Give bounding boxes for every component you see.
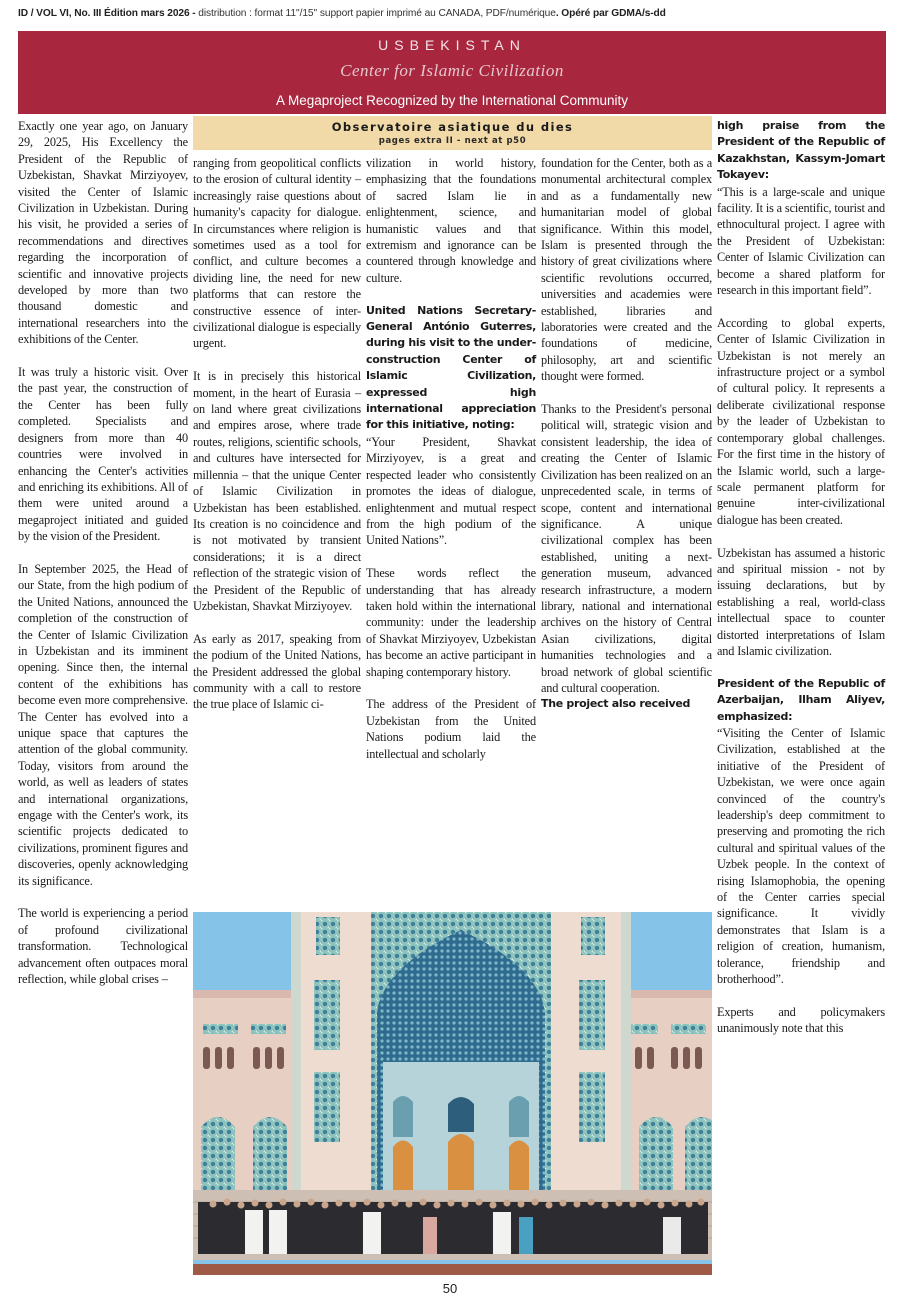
observatoire-title: Observatoire asiatique du dies [331,120,574,134]
issue-meta-line [18,8,888,19]
aliyev-lead-in: President of the Republic of Azerbaijan, Ilham Aliyev, emphasized: [717,676,885,723]
section-banner [18,31,886,114]
building-illustration [193,912,712,1275]
article-column-2 [193,155,361,713]
tokayev-lead-in-start: The project also received [541,697,691,711]
paragraph: vilization in world history, emphasizing that the foundations of sacred Islam lie in enlightenment, science, and humanistic values and that extremism and ignorance can be countered through knowledge and culture. [366,156,536,285]
paragraph: According to global experts, Center of Islamic Civilization in Uzbekistan is not merely an infrastructure project or a symbol of cultural policy. It represents a deliberate civilizational response by the leader of Uzbekistan to contemporary global challenges. For the first time in the history of the Islamic world, such a large-scale permanent platform for genuine inter-civilizational dialogue has been created. [717,315,885,527]
observatoire-box [193,116,712,150]
paragraph: Exactly one year ago, on January 29, 2025, His Excellency the President of the Republic of Uzbekistan, Shavkat Mirziyoyev, visited the Center of Islamic Civilization in Uzbekistan. During his visit, he provided a series of recommendations and directives regarding the incorporation of scientific and innovative projects developed by more than two thousand domestic and international researchers into the exhibitions of the Center. [18,119,188,347]
paragraph: It was truly a historic visit. Over the past year, the construction of the Center has been fully completed. Specialists and designers from more than 40 countries were involved in enhancing the Center's activities and enriching its exhibitions. All of them were united around a megaproject initiated and guided by the vision of the President. [18,365,188,544]
guterres-lead-in: United Nations Secretary-General António Guterres, during his visit to the under-construction Center of Islamic Civilization, expressed high international appreciation for this initiative, noting: [366,303,536,432]
article-column-1 [18,118,188,987]
paragraph: Thanks to the President's personal political will, strategic vision and consistent leadership, the idea of creating the Center of Islamic Civilization has been realized on an unprecedented scale, in terms of scope, content and international significance. A unique civilizational complex has been established, uniting a next-generation museum, advanced research infrastructure, a modern library, national and international archives on the history of Central Asian civilizations, digital humanities technologies and a broad network of global scientific and cultural cooperation. [541,402,712,695]
article-column-3 [366,155,536,762]
paragraph: Uzbekistan has assumed a historic and spiritual mission - not by issuing declarations, but by establishing a real, world-class intellectual space to counter distorted interpretations of Islam and Islamic civilization. [717,545,885,658]
paragraph: In September 2025, the Head of our State, from the high podium of the United Nations, announced the completion of the construction of the Center of Islamic Civilization in Uzbekistan and its imminent opening. Since then, the internal content of the exhibitions has become even more comprehensive. The Center has evolved into a unique space that captures the attention of the global community. Today, visitors from around the world, as well as leaders of states and international organizations, engage with the Center's work, its scientific projects dedicated to civilizations, prominent figures and discoveries, openly acknowledging its significance. [18,561,188,888]
tokayev-lead-in-end: high praise from the President of the Republic of Kazakhstan, Kassym-Jomart Tokayev: [717,119,885,182]
distribution-info: distribution : format 11''/15'' support papier imprimé au CANADA, PDF/numérique [195,8,556,19]
paragraph: As early as 2017, speaking from the podium of the United Nations, the President addressed the global community with a call to restore the true place of Islamic ci- [193,631,361,712]
paragraph: The address of the President of Uzbekistan from the United Nations podium laid the intellectual and scholarly [366,697,536,761]
group-photo [193,912,712,1275]
paragraph: ranging from geopolitical conflicts to the erosion of cultural identity – increasingly raise questions about humanity's capacity for dialogue. In circumstances where religion is sometimes used as a tool for conflict, and culture becomes a dividing line, the need for new platforms that can restore the constructive essence of inter-civilizational dialogue is especially urgent. [193,156,361,351]
operator-credit: . Opéré par GDMA/s-dd [555,8,666,19]
observatoire-subtitle: pages extra II - next at p50 [378,136,527,146]
paragraph: foundation for the Center, both as a monumental architectural complex and as a fundamentally new humanitarian model of global significance. Within this model, Islam is presented through the history of great civilizations where scientific revolutions occurred, universities and academies were established, libraries and laboratories were created and the foundations of medicine, philosophy, art and scientific thought were formed. [541,156,712,384]
tokayev-quote: “This is a large-scale and unique facility. It is a scientific, tourist and ethnocultural project. I agree with the President of Uzbekistan: Center of Islamic Civilization can become a shared platform for research in this important field”. [717,184,885,298]
issue-volume: ID / VOL VI, No. III Édition mars 2026 - [18,8,196,19]
aliyev-quote: “Visiting the Center of Islamic Civilization, established at the initiative of the President of Uzbekistan, we were once again convinced of the country's leadership's deep commitment to preserving and promoting the rich cultural and spiritual values of the Uzbek people. In the context of rising Islamophobia, the opening of the Center carries special significance. It vividly demonstrates that Islam is a religion of creation, humanism, tolerance, friendship and brotherhood”. [717,725,885,987]
paragraph: It is in precisely this historical moment, in the heart of Eurasia – on land where great civilizations and empires arose, where trade routes, religions, scientific schools, and cultures have intersected for millennia – that the unique Center of Islamic Civilization in Uzbekistan has been established. Its creation is no coincidence and is not motivated by transient considerations; it is a direct reflection of the strategic vision of the President of the Republic of Uzbekistan, Shavkat Mirziyoyev. [193,369,361,613]
paragraph: These words reflect the understanding that has already taken hold within the international community: under the leadership of Shavkat Mirziyoyev, Uzbekistan has become an active participant in shaping contemporary history. [366,566,536,679]
article-column-4 [541,155,712,713]
banner-tagline: A Megaproject Recognized by the International Community [276,93,628,108]
guterres-quote: “Your President, Shavkat Mirziyoyev, is a great and respected leader who consistently promotes the ideas of dialogue, enlightenment and mutual respect from the high podium of the United Nations”. [366,434,536,548]
banner-country: USBEKISTAN [378,37,526,53]
paragraph: The world is experiencing a period of profound civilizational transformation. Technological advancement often outpaces moral reflection, while global crises – [18,906,188,987]
article-column-5 [717,118,885,1037]
page-number: 50 [442,1281,458,1296]
banner-subtitle: Center for Islamic Civilization [340,61,564,80]
paragraph: Experts and policymakers unanimously note that this [717,1004,885,1036]
crowd [198,1199,708,1255]
